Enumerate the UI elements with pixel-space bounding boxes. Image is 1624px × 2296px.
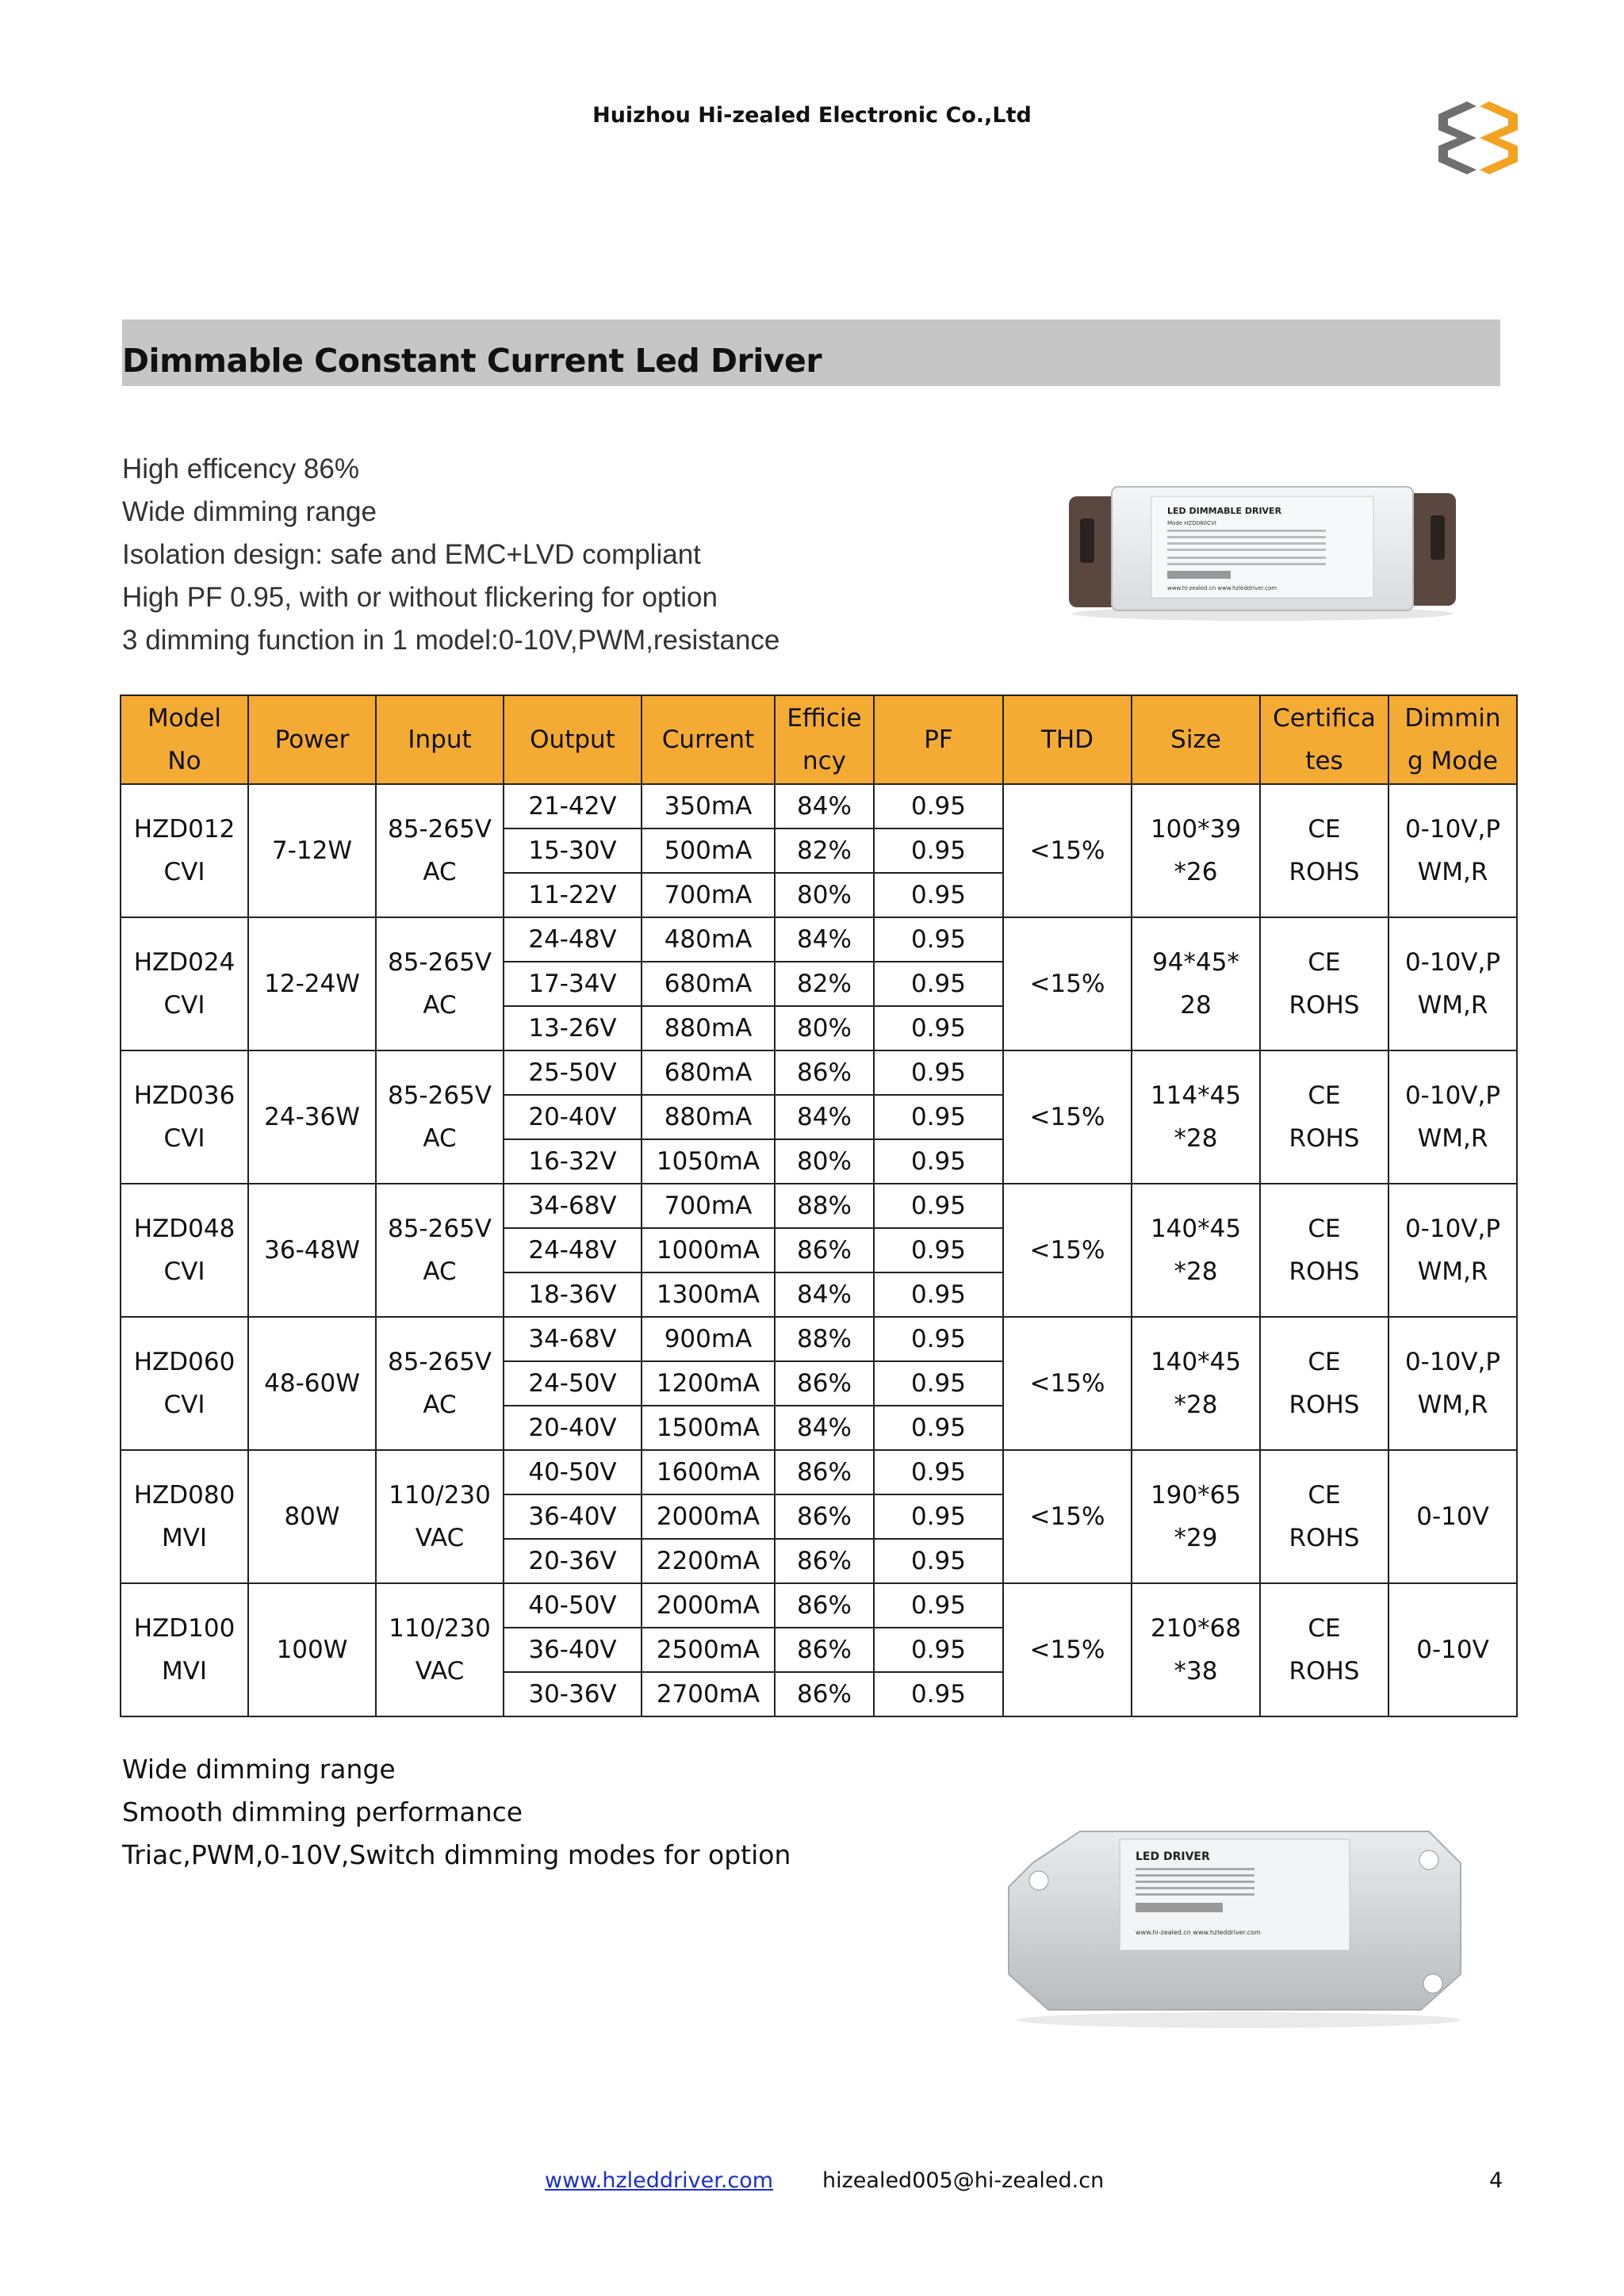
table-header-row <box>121 695 1517 784</box>
cell-thd: <15% <box>1003 1317 1132 1450</box>
cell-current: 700mA <box>642 1184 775 1228</box>
header-dimming-mode: Dimmin g Mode <box>1388 695 1517 784</box>
cell-output: 20-40V <box>504 1406 642 1450</box>
cell-certificates: CE ROHS <box>1260 1583 1388 1716</box>
cell-pf: 0.95 <box>874 1628 1003 1672</box>
cell-input: 110/230 VAC <box>376 1450 504 1583</box>
cell-output: 24-48V <box>504 917 642 962</box>
cell-pf: 0.95 <box>874 1539 1003 1583</box>
cell-pf: 0.95 <box>874 1050 1003 1095</box>
cell-efficiency: 86% <box>775 1628 874 1672</box>
cell-efficiency: 86% <box>775 1672 874 1716</box>
footer-website-link[interactable]: www.hzleddriver.com <box>545 2168 774 2193</box>
cell-efficiency: 80% <box>775 1139 874 1184</box>
product-label-website: www.hi-zealed.cn www.hzleddriver.com <box>1136 1929 1261 1936</box>
cell-model: HZD060 CVI <box>121 1317 248 1450</box>
cell-efficiency: 80% <box>775 873 874 917</box>
cell-pf: 0.95 <box>874 1450 1003 1494</box>
cell-efficiency: 86% <box>775 1539 874 1583</box>
cell-current: 2000mA <box>642 1583 775 1628</box>
feature-item: Smooth dimming performance <box>122 1797 523 1827</box>
cell-output: 18-36V <box>504 1272 642 1317</box>
cell-efficiency: 88% <box>775 1317 874 1361</box>
header-model: Model No <box>121 695 248 784</box>
cell-current: 2500mA <box>642 1628 775 1672</box>
header-certificates: Certifica tes <box>1260 695 1388 784</box>
feature-item: Triac,PWM,0-10V,Switch dimming modes for option <box>122 1839 791 1870</box>
cell-output: 13-26V <box>504 1006 642 1050</box>
cell-efficiency: 86% <box>775 1494 874 1539</box>
feature-item: Wide dimming range <box>122 496 377 527</box>
cell-pf: 0.95 <box>874 1184 1003 1228</box>
cell-output: 34-68V <box>504 1317 642 1361</box>
header-output: Output <box>504 695 642 784</box>
cell-certificates: CE ROHS <box>1260 1450 1388 1583</box>
cell-thd: <15% <box>1003 1050 1132 1184</box>
cell-current: 500mA <box>642 828 775 873</box>
cell-size: 140*45 *28 <box>1132 1317 1260 1450</box>
cell-input: 85-265V AC <box>376 917 504 1050</box>
product-label-brand: LED DRIVER <box>1136 1850 1210 1863</box>
feature-list <box>122 448 779 662</box>
company-name: Huizhou Hi-zealed Electronic Co.,Ltd <box>592 103 1032 128</box>
cell-efficiency: 86% <box>775 1361 874 1406</box>
product-label-brand: LED DIMMABLE DRIVER <box>1167 506 1282 516</box>
cell-output: 15-30V <box>504 828 642 873</box>
cell-efficiency: 86% <box>775 1450 874 1494</box>
section-title: Dimmable Constant Current Led Driver <box>122 342 822 380</box>
cell-thd: <15% <box>1003 1450 1132 1583</box>
cell-output: 11-22V <box>504 873 642 917</box>
product-photo-dimmable-driver <box>1064 480 1461 623</box>
cell-current: 2700mA <box>642 1672 775 1716</box>
cell-dimming-mode: 0-10V,P WM,R <box>1388 784 1517 917</box>
header-current: Current <box>642 695 775 784</box>
feature-item: 3 dimming function in 1 model:0-10V,PWM,resistance <box>122 625 780 656</box>
cell-thd: <15% <box>1003 1184 1132 1317</box>
cell-thd: <15% <box>1003 784 1132 917</box>
cell-certificates: CE ROHS <box>1260 1317 1388 1450</box>
feature-item: High PF 0.95, with or without flickering for option <box>122 582 718 613</box>
table-row <box>121 1317 1517 1361</box>
footer-email: hizealed005@hi-zealed.cn <box>822 2168 1105 2193</box>
table-row <box>121 1450 1517 1494</box>
cell-efficiency: 82% <box>775 828 874 873</box>
cell-output: 24-48V <box>504 1228 642 1272</box>
table-row <box>121 784 1517 828</box>
cell-current: 2000mA <box>642 1494 775 1539</box>
spec-table <box>120 695 1518 1717</box>
cell-pf: 0.95 <box>874 1672 1003 1716</box>
cell-current: 480mA <box>642 917 775 962</box>
cell-input: 110/230 VAC <box>376 1583 504 1716</box>
cell-pf: 0.95 <box>874 784 1003 828</box>
cell-pf: 0.95 <box>874 917 1003 962</box>
cell-efficiency: 82% <box>775 962 874 1006</box>
cell-thd: <15% <box>1003 1583 1132 1716</box>
cell-current: 700mA <box>642 873 775 917</box>
cell-pf: 0.95 <box>874 1095 1003 1139</box>
cell-output: 34-68V <box>504 1184 642 1228</box>
cell-output: 40-50V <box>504 1450 642 1494</box>
header-size: Size <box>1132 695 1260 784</box>
cell-size: 114*45 *28 <box>1132 1050 1260 1184</box>
cell-output: 24-50V <box>504 1361 642 1406</box>
cell-dimming-mode: 0-10V,P WM,R <box>1388 1317 1517 1450</box>
cell-power: 12-24W <box>248 917 376 1050</box>
cell-efficiency: 80% <box>775 1006 874 1050</box>
cell-input: 85-265V AC <box>376 1050 504 1184</box>
cell-current: 1050mA <box>642 1139 775 1184</box>
product-label-model: Mode HZD060CVI <box>1167 520 1216 526</box>
cell-output: 20-36V <box>504 1539 642 1583</box>
cell-output: 40-50V <box>504 1583 642 1628</box>
cell-dimming-mode: 0-10V,P WM,R <box>1388 917 1517 1050</box>
cell-pf: 0.95 <box>874 962 1003 1006</box>
cell-efficiency: 86% <box>775 1228 874 1272</box>
cell-output: 36-40V <box>504 1494 642 1539</box>
cell-model: HZD100 MVI <box>121 1583 248 1716</box>
cell-certificates: CE ROHS <box>1260 1050 1388 1184</box>
cell-certificates: CE ROHS <box>1260 917 1388 1050</box>
feature-item: Isolation design: safe and EMC+LVD compliant <box>122 539 701 570</box>
cell-power: 36-48W <box>248 1184 376 1317</box>
cell-size: 94*45* 28 <box>1132 917 1260 1050</box>
cell-output: 25-50V <box>504 1050 642 1095</box>
cell-pf: 0.95 <box>874 828 1003 873</box>
cell-power: 48-60W <box>248 1317 376 1450</box>
cell-size: 100*39 *26 <box>1132 784 1260 917</box>
feature-item: Wide dimming range <box>122 1754 396 1785</box>
cell-current: 1600mA <box>642 1450 775 1494</box>
cell-efficiency: 84% <box>775 917 874 962</box>
table-row <box>121 917 1517 962</box>
cell-pf: 0.95 <box>874 1583 1003 1628</box>
cell-pf: 0.95 <box>874 1361 1003 1406</box>
cell-power: 100W <box>248 1583 376 1716</box>
cell-efficiency: 84% <box>775 1272 874 1317</box>
cell-current: 1500mA <box>642 1406 775 1450</box>
cell-efficiency: 86% <box>775 1583 874 1628</box>
header-thd: THD <box>1003 695 1132 784</box>
cell-dimming-mode: 0-10V,P WM,R <box>1388 1184 1517 1317</box>
cell-model: HZD080 MVI <box>121 1450 248 1583</box>
cell-model: HZD048 CVI <box>121 1184 248 1317</box>
cell-output: 16-32V <box>504 1139 642 1184</box>
cell-input: 85-265V AC <box>376 784 504 917</box>
table-row <box>121 1583 1517 1628</box>
header-efficiency: Efficie ncy <box>775 695 874 784</box>
cell-model: HZD036 CVI <box>121 1050 248 1184</box>
cell-current: 900mA <box>642 1317 775 1361</box>
cell-current: 680mA <box>642 962 775 1006</box>
section-title-bar <box>122 320 1500 386</box>
cell-pf: 0.95 <box>874 1272 1003 1317</box>
header-power: Power <box>248 695 376 784</box>
cell-current: 880mA <box>642 1095 775 1139</box>
cell-pf: 0.95 <box>874 1228 1003 1272</box>
cell-efficiency: 84% <box>775 1095 874 1139</box>
cell-certificates: CE ROHS <box>1260 784 1388 917</box>
cell-input: 85-265V AC <box>376 1184 504 1317</box>
cell-power: 80W <box>248 1450 376 1583</box>
cell-current: 880mA <box>642 1006 775 1050</box>
cell-dimming-mode: 0-10V <box>1388 1450 1517 1583</box>
header-input: Input <box>376 695 504 784</box>
cell-pf: 0.95 <box>874 873 1003 917</box>
cell-current: 1300mA <box>642 1272 775 1317</box>
cell-pf: 0.95 <box>874 1406 1003 1450</box>
table-row <box>121 1050 1517 1095</box>
cell-output: 21-42V <box>504 784 642 828</box>
cell-pf: 0.95 <box>874 1006 1003 1050</box>
cell-power: 7-12W <box>248 784 376 917</box>
company-logo <box>1431 98 1526 178</box>
cell-efficiency: 84% <box>775 784 874 828</box>
cell-current: 1200mA <box>642 1361 775 1406</box>
cell-dimming-mode: 0-10V <box>1388 1583 1517 1716</box>
cell-size: 210*68 *38 <box>1132 1583 1260 1716</box>
cell-power: 24-36W <box>248 1050 376 1184</box>
cell-current: 680mA <box>642 1050 775 1095</box>
cell-size: 140*45 *28 <box>1132 1184 1260 1317</box>
cell-current: 2200mA <box>642 1539 775 1583</box>
cell-pf: 0.95 <box>874 1494 1003 1539</box>
cell-output: 20-40V <box>504 1095 642 1139</box>
cell-efficiency: 88% <box>775 1184 874 1228</box>
secondary-feature-list <box>122 1748 791 1877</box>
product-label-website: www.hi-zealed.cn www.hzleddriver.com <box>1167 585 1277 591</box>
cell-model: HZD024 CVI <box>121 917 248 1050</box>
page-number: 4 <box>1489 2168 1503 2193</box>
cell-output: 30-36V <box>504 1672 642 1716</box>
product-photo-led-driver <box>1001 1816 1469 2030</box>
cell-current: 1000mA <box>642 1228 775 1272</box>
cell-size: 190*65 *29 <box>1132 1450 1260 1583</box>
cell-input: 85-265V AC <box>376 1317 504 1450</box>
cell-pf: 0.95 <box>874 1317 1003 1361</box>
cell-model: HZD012 CVI <box>121 784 248 917</box>
cell-dimming-mode: 0-10V,P WM,R <box>1388 1050 1517 1184</box>
table-row <box>121 1184 1517 1228</box>
cell-pf: 0.95 <box>874 1139 1003 1184</box>
cell-thd: <15% <box>1003 917 1132 1050</box>
cell-efficiency: 84% <box>775 1406 874 1450</box>
feature-item: High efficency 86% <box>122 453 359 484</box>
cell-current: 350mA <box>642 784 775 828</box>
cell-output: 17-34V <box>504 962 642 1006</box>
header-pf: PF <box>874 695 1003 784</box>
cell-efficiency: 86% <box>775 1050 874 1095</box>
cell-certificates: CE ROHS <box>1260 1184 1388 1317</box>
cell-output: 36-40V <box>504 1628 642 1672</box>
